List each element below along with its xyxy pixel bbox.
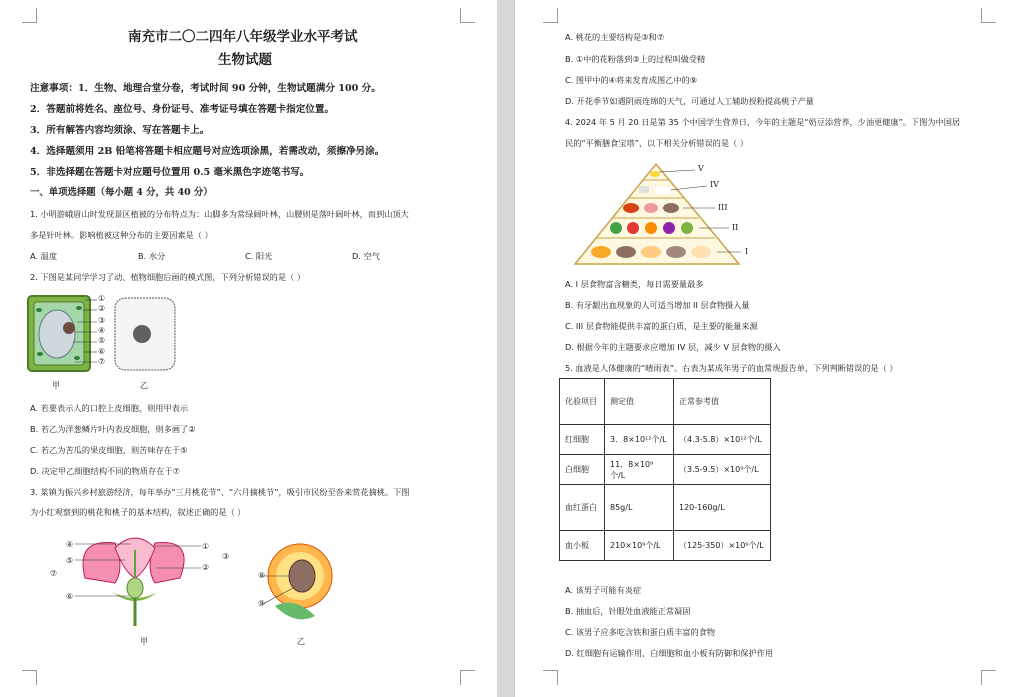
figure-label-yi: 乙: [297, 637, 305, 646]
q4-option-d: D. 根据今年的主题要求应增加 IV 层，减少 V 层食物的摄入: [565, 342, 781, 352]
table-cell: 血小板: [560, 531, 605, 561]
flower-label: ④: [66, 540, 74, 549]
question-3-stem: 为小红观察到的桃花和桃子的基本结构，叙述正确的是（ ）: [30, 507, 246, 517]
cell-label: ②: [98, 304, 106, 313]
peach-fruit-diagram: [255, 536, 335, 626]
table-row: [560, 455, 771, 485]
fruit-label: ⑧: [258, 571, 266, 580]
cell-label: ④: [98, 326, 106, 335]
fruit-label: ⑨: [258, 599, 266, 608]
exam-subtitle: 生物试题: [218, 52, 272, 68]
table-cell: 120-160g/L: [674, 485, 771, 531]
question-1-stem: 多是针叶林。影响植被这种分布的主要因素是（ ）: [30, 230, 213, 240]
q5-option-c: C. 该男子应多吃含铁和蛋白质丰富的食物: [565, 627, 716, 637]
notice-line: 注意事项：1．生物、地理合堂分卷，考试时间 90 分钟，生物试题满分 100 分。: [30, 83, 381, 94]
cell-label: ⑥: [98, 347, 106, 356]
notice-line: 3．所有解答内容均须涂、写在答题卡上。: [30, 125, 210, 136]
page-gap: [497, 0, 515, 697]
cell-label: ⑤: [98, 336, 106, 345]
balanced-diet-pyramid: [571, 160, 751, 270]
q5-option-b: B. 抽血后，针眼处血液能正常凝固: [565, 606, 691, 616]
crop-mark: [981, 670, 996, 685]
table-cell: 3．8×10¹²个/L: [605, 425, 674, 455]
table-cell: （3.5-9.5）×10⁹个/L: [674, 455, 771, 485]
crop-mark: [543, 8, 558, 23]
notice-line: 4．选择题须用 2B 铅笔将答题卡相应题号对应选项涂黑，若需改动，须擦净另涂。: [30, 146, 385, 157]
exam-page-left: [0, 0, 497, 697]
q2-option-a: A. 若要表示人的口腔上皮细胞，则用甲表示: [30, 403, 189, 413]
pyramid-level-label: I: [745, 247, 749, 256]
question-2-stem: 2. 下图是某同学学习了动、植物细胞后画的模式图，下列分析错误的是（ ）: [30, 272, 306, 282]
q1-option-b: B. 水分: [138, 251, 166, 261]
exam-page-right: [515, 0, 1024, 697]
table-row: [560, 531, 771, 561]
section-heading: 一、单项选择题（每小题 4 分，共 40 分）: [30, 187, 213, 198]
table-row: [560, 485, 771, 531]
table-cell: 210×10⁹个/L: [605, 531, 674, 561]
table-cell: 白细胞: [560, 455, 605, 485]
flower-label: ⑦: [50, 569, 58, 578]
notice-line: 2．答题前将姓名、座位号、身份证号、准考证号填在答题卡指定位置。: [30, 104, 335, 115]
q2-option-d: D. 决定甲乙细胞结构不同的物质存在于⑦: [30, 466, 180, 476]
figure-label-jia: 甲: [140, 637, 148, 646]
q2-option-b: B. 若乙为洋葱鳞片叶内表皮细胞，则多画了②: [30, 424, 196, 434]
table-cell: 85g/L: [605, 485, 674, 531]
question-4-stem: 4. 2024 年 5 月 20 日是第 35 个中国学生营养日，今年的主题是“奶豆添营养，少油更健康”。下图为中国居: [565, 117, 961, 127]
pyramid-level-label: IV: [710, 180, 719, 189]
blood-test-table: [559, 378, 771, 561]
flower-label: ①: [202, 542, 210, 551]
q4-option-c: C. III 层食物能提供丰富的蛋白质，是主要的能量来源: [565, 321, 758, 331]
q3-option-d: D. 开花季节如遇阴雨连绵的天气，可通过人工辅助授粉提高桃子产量: [565, 96, 814, 106]
q3-option-a: A. 桃花的主要结构是③和⑦: [565, 32, 665, 42]
table-cell: （4.3-5.8）×10¹²个/L: [674, 425, 771, 455]
crop-mark: [460, 8, 475, 23]
crop-mark: [543, 670, 558, 685]
question-1-stem: 1. 小明游峨眉山时发现景区植被的分布特点为：山脚多为常绿阔叶林，山腰则是落叶阔叶林，而到山顶大: [30, 209, 409, 219]
table-header-cell: 正常参考值: [674, 379, 771, 425]
flower-label: ⑥: [66, 592, 74, 601]
table-cell: （125-350）×10⁹个/L: [674, 531, 771, 561]
question-5-stem: 5. 血液是人体健康的“晴雨表”。右表为某成年男子的血常规报告单，下列判断错误的是（ ）: [565, 363, 898, 373]
question-4-stem: 民的“平衡膳食宝塔”，以下相关分析错误的是（ ）: [565, 138, 749, 148]
cell-label: ⑦: [98, 357, 106, 366]
q4-option-a: A. I 层食物富含糖类，每日需要量最多: [565, 279, 704, 289]
q4-option-b: B. 有牙龈出血现象的人可适当增加 II 层食物摄入量: [565, 300, 750, 310]
crop-mark: [460, 670, 475, 685]
figure-label-yi: 乙: [140, 381, 148, 390]
q2-option-c: C. 若乙为苦瓜的果皮细胞，则苦味存在于⑤: [30, 445, 188, 455]
figure-label-jia: 甲: [52, 381, 60, 390]
question-3-stem: 3. 某镇为振兴乡村旅游经济，每年举办“三月桃花节”、“六月摘桃节”，吸引市民纷至沓来赏花摘桃。下图: [30, 487, 410, 497]
cell-label: ①: [98, 294, 106, 303]
pyramid-level-label: II: [732, 223, 739, 232]
flower-label: ⑤: [66, 556, 74, 565]
table-header-cell: 测定值: [605, 379, 674, 425]
crop-mark: [22, 670, 37, 685]
table-row: [560, 425, 771, 455]
q1-option-a: A. 温度: [30, 251, 58, 261]
table-cell: 11．8×10⁹个/L: [605, 455, 674, 485]
table-header-row: [560, 379, 771, 425]
q5-option-a: A. 该男子可能有炎症: [565, 585, 642, 595]
crop-mark: [981, 8, 996, 23]
table-header-cell: 化验项目: [560, 379, 605, 425]
notice-line: 5．非选择题在答题卡对应题号位置用 0.5 毫米黑色字迹笔书写。: [30, 167, 310, 178]
cell-label: ③: [98, 316, 106, 325]
flower-label: ②: [202, 563, 210, 572]
q3-option-c: C. 图甲中的④将来发育成图乙中的⑨: [565, 75, 698, 85]
exam-title: 南充市二〇二四年八年级学业水平考试: [128, 29, 358, 45]
crop-mark: [22, 8, 37, 23]
pyramid-level-label: V: [698, 164, 704, 173]
q1-option-c: C. 阳光: [245, 251, 273, 261]
pyramid-level-label: III: [718, 203, 728, 212]
q3-option-b: B. ①中的花粉落到③上的过程叫做受精: [565, 54, 706, 64]
table-cell: 红细胞: [560, 425, 605, 455]
q5-option-d: D. 红细胞有运输作用，白细胞和血小板有防御和保护作用: [565, 648, 774, 658]
table-cell: 血红蛋白: [560, 485, 605, 531]
q1-option-d: D. 空气: [352, 251, 380, 261]
cell-diagram: [25, 292, 190, 382]
flower-label: ③: [222, 552, 230, 561]
